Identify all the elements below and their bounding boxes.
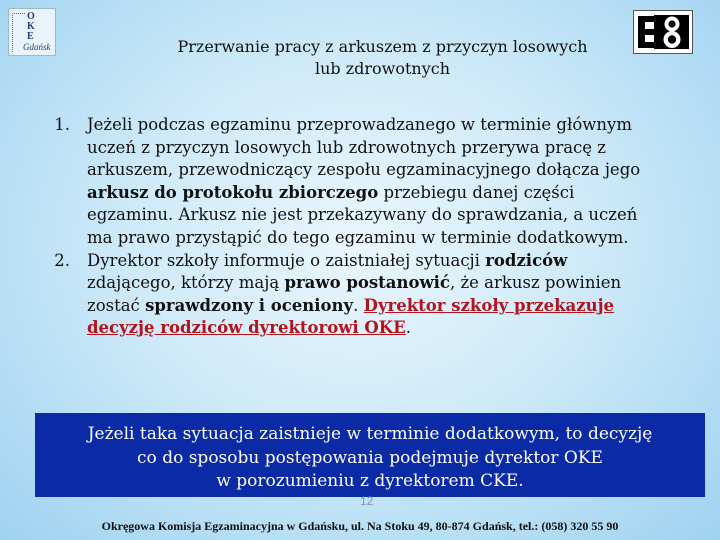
item-2-text-d: . <box>353 295 364 315</box>
item-2-text-e: . <box>405 318 411 338</box>
item-2-text-b: zdającego, którzy mają <box>87 273 285 293</box>
logo-city: Gdańsk <box>23 42 51 52</box>
logo-letter-k: K <box>27 21 35 32</box>
logo-letter-o: O <box>27 11 35 22</box>
item-2-bold-right: prawo postanowić <box>284 273 450 293</box>
list-item-2 <box>30 250 660 340</box>
banner-line-2: co do sposobu postępowania podejmuje dyrektor OKE <box>137 447 603 468</box>
list-item-1 <box>30 114 660 250</box>
list-number: 2. <box>54 250 70 270</box>
item-1-bold-protocol: arkusz do protokołu zbiorczego <box>87 182 379 202</box>
slide-title <box>120 36 645 80</box>
numbered-list <box>30 114 660 340</box>
item-1-text-b: przebiegu danej części egzaminu. Arkusz nie jest przekazywany do sprawdzania, a uczeń ma prawo przystąpić do tego egzaminu w terminie dodatkowym. <box>87 182 638 247</box>
item-2-text-c: , że arkusz powinien zostać <box>87 273 622 315</box>
item-2-bold-parents: rodziców <box>485 250 568 270</box>
banner-line-1: Jeżeli taka sytuacja zaistnieje w terminie dodatkowym, to decyzję <box>87 424 653 444</box>
item-1-text-a: Jeżeli podczas egzaminu przeprowadzanego w terminie głównym uczeń z przyczyn losowych lub zdrowotnych przerywa pracę z arkuszem, przewodniczący zespołu egzaminacyjnego dołącza jego <box>87 115 641 180</box>
logo-letter-e: E <box>27 31 34 42</box>
title-line-1: Przerwanie pracy z arkuszem z przyczyn losowych <box>177 37 588 56</box>
item-2-red-highlight: Dyrektor szkoły przekazuje decyzję rodziców dyrektorowi OKE <box>87 295 615 338</box>
list-number: 1. <box>54 115 70 134</box>
title-line-2: lub zdrowotnych <box>314 59 451 78</box>
footer-address: Okręgowa Komisja Egzaminacyjna w Gdańsku, ul. Na Stoku 49, 80-874 Gdańsk, tel.: (058) 320 55 90 <box>101 519 619 533</box>
item-2-bold-checked: sprawdzony i oceniony <box>145 295 354 315</box>
info-banner <box>35 413 705 497</box>
banner-line-3: w porozumieniu z dyrektorem CKE. <box>216 471 524 491</box>
oke-logo <box>8 8 56 56</box>
page-number: 12 <box>360 494 374 508</box>
item-2-text-a: Dyrektor szkoły informuje o zaistniałej sytuacji <box>87 250 486 270</box>
